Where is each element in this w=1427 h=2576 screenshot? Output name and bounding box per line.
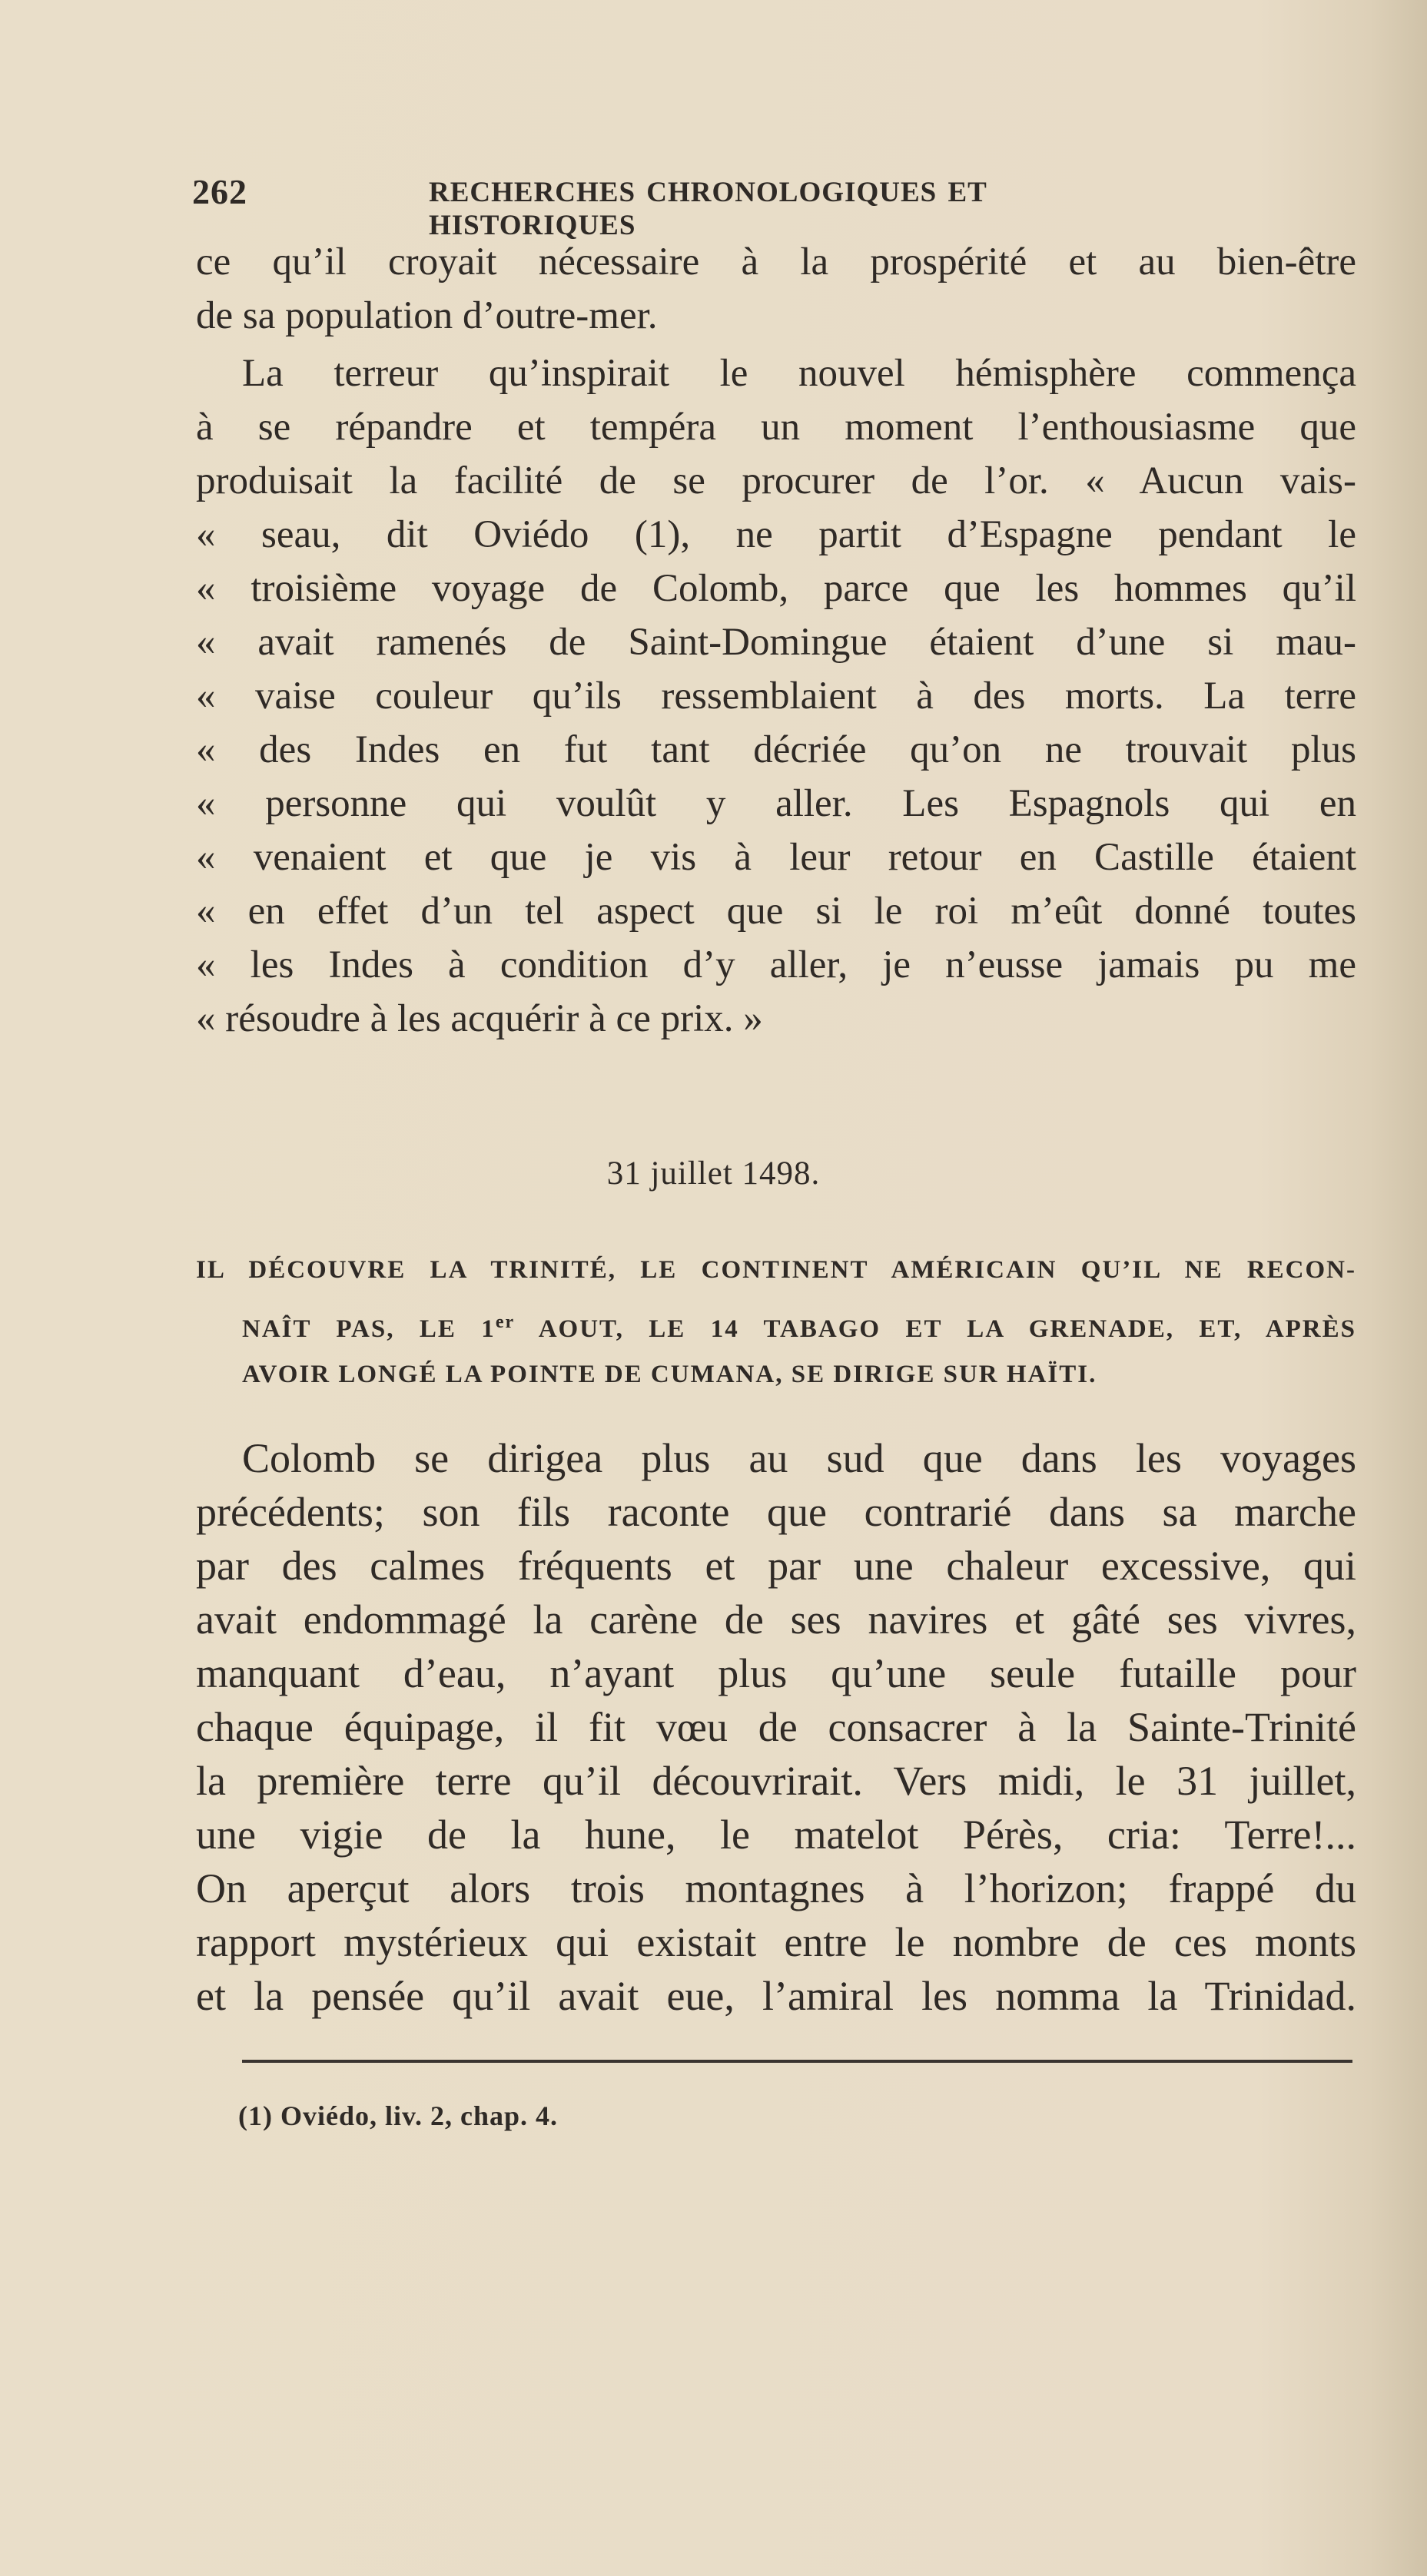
summary-text: AOUT, LE 14 TABAGO ET LA GRENADE, ET, APRÈS [515,1315,1356,1343]
text-line: « avait ramenés de Saint-Domingue étaient d’une si mau- [196,621,1356,664]
text-line: Colomb se dirigea plus au sud que dans les voyages [242,1435,1356,1481]
text-line: et la pensée qu’il avait eue, l’amiral les nomma la Trinidad. [196,1973,1356,2019]
text-line: rapport mystérieux qui existait entre le nombre de ces monts [196,1919,1356,1965]
footnote: (1) Oviédo, liv. 2, chap. 4. [238,2100,559,2131]
text-line: par des calmes fréquents et par une chaleur excessive, qui [196,1543,1356,1589]
text-line: chaque équipage, il fit vœu de consacrer à la Sainte-Trinité [196,1704,1356,1750]
text-line: une vigie de la hune, le matelot Pérès, cria: Terre!... [196,1812,1356,1858]
text-line: la première terre qu’il découvrirait. Vers midi, le 31 juillet, [196,1758,1356,1804]
text-line: produisait la facilité de se procurer de l’or. « Aucun vais- [196,459,1356,502]
text-line: « les Indes à condition d’y aller, je n’eusse jamais pu me [196,943,1356,986]
page-number: 262 [192,172,247,211]
running-title: RECHERCHES CHRONOLOGIQUES ET HISTORIQUES [429,177,987,241]
page-header [192,171,1191,241]
text-line: On aperçut alors trois montagnes à l’horizon; frappé du [196,1865,1356,1911]
text-line: avait endommagé la carène de ses navires et gâté ses vivres, [196,1596,1356,1643]
text-line: manquant d’eau, n’ayant plus qu’une seule futaille pour [196,1650,1356,1696]
text-line: à se répandre et tempéra un moment l’enthousiasme que [196,406,1356,449]
text-line: « en effet d’un tel aspect que si le roi m’eût donné toutes [196,890,1356,933]
footnote-divider [242,2060,1352,2063]
date-heading: 31 juillet 1498. [606,1155,821,1192]
summary-line: IL DÉCOUVRE LA TRINITÉ, LE CONTINENT AMÉRICAIN QU’IL NE RECON- [196,1256,1356,1284]
text-line: La terreur qu’inspirait le nouvel hémisphère commença [242,352,1356,395]
summary-text: NAÎT PAS, LE 1 [242,1315,496,1343]
text-line: de sa population d’outre-mer. [196,294,658,337]
text-line: ce qu’il croyait nécessaire à la prospérité et au bien-être [196,240,1356,283]
text-line: « troisième voyage de Colomb, parce que les hommes qu’il [196,567,1356,610]
text-line: « vaise couleur qu’ils ressemblaient à des morts. La terre [196,675,1356,718]
text-line: précédents; son fils raconte que contrarié dans sa marche [196,1489,1356,1535]
ordinal-superscript: er [495,1312,516,1332]
summary-line [242,1306,1356,1345]
text-line: « seau, dit Oviédo (1), ne partit d’Espagne pendant le [196,513,1356,556]
text-line: « venaient et que je vis à leur retour en Castille étaient [196,836,1356,879]
text-line: « des Indes en fut tant décriée qu’on ne trouvait plus [196,728,1356,771]
summary-line: AVOIR LONGÉ LA POINTE DE CUMANA, SE DIRIGE SUR HAÏTI. [242,1361,1097,1388]
text-line: « résoudre à les acquérir à ce prix. » [196,997,763,1040]
text-line: « personne qui voulût y aller. Les Espagnols qui en [196,782,1356,825]
